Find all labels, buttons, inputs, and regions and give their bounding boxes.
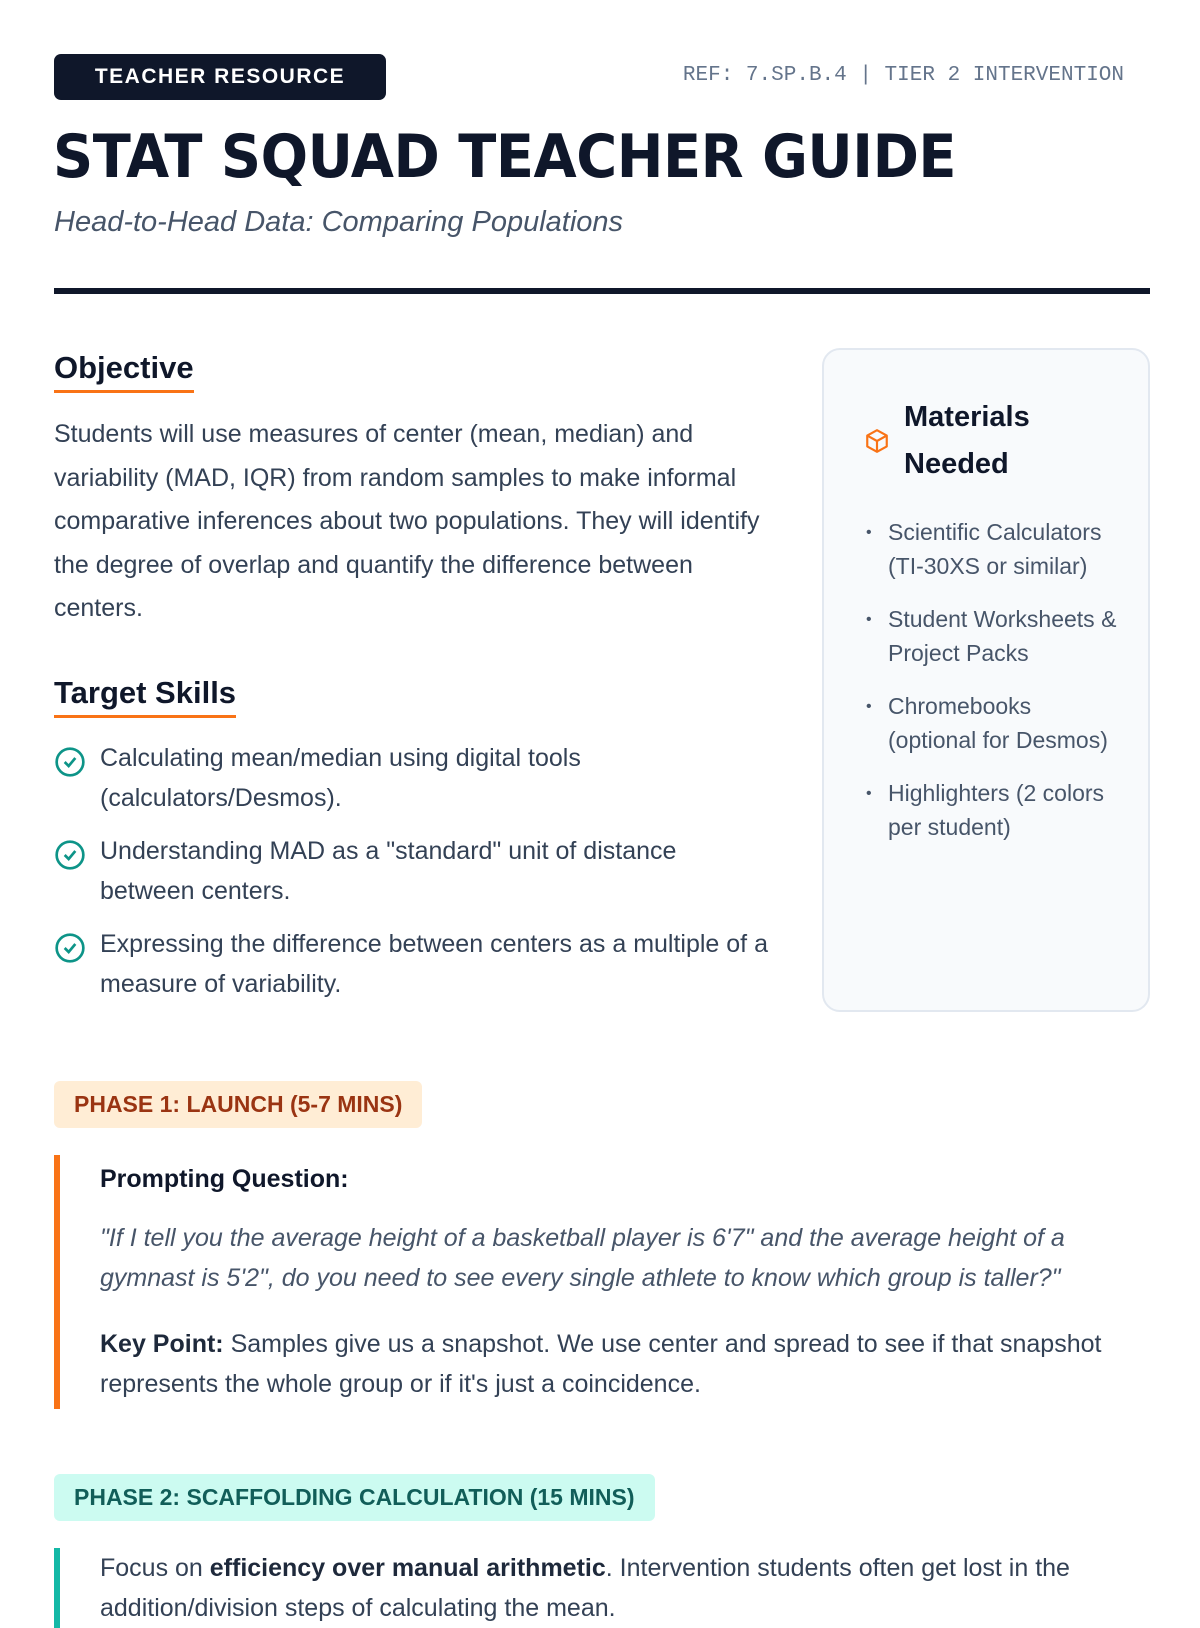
phase-2-intro: Focus on: [100, 1554, 210, 1582]
resource-badge: TEACHER RESOURCE: [54, 54, 386, 100]
cube-icon: [864, 427, 890, 455]
material-item: • Highlighters (2 colors per student): [864, 777, 1124, 844]
check-circle-icon: [54, 932, 86, 964]
skill-item: [54, 738, 774, 818]
phase-1-label: PHASE 1: LAUNCH (5-7 MINS): [54, 1081, 422, 1128]
skills-heading: Target Skills: [54, 675, 236, 718]
phase-2-text: [100, 1548, 1150, 1628]
material-item: • Student Worksheets & Project Packs: [864, 603, 1124, 670]
key-point-label: Key Point:: [100, 1330, 224, 1358]
skill-text: Expressing the difference between centers as a multiple of a measure of variability.: [100, 929, 768, 998]
materials-card: [822, 348, 1150, 1012]
main-column: [54, 350, 774, 1017]
objective-heading: Objective: [54, 350, 194, 393]
skill-text: Calculating mean/median using digital tools (calculators/Desmos).: [100, 743, 581, 812]
header-divider: [54, 288, 1150, 294]
prompt-quote: "If I tell you the average height of a basketball player is 6'7" and the average height of a gymnast is 5'2", do you need to see every single athlete to know which group is taller?": [100, 1224, 1065, 1292]
material-item: • Scientific Calculators (TI-30XS or similar): [864, 516, 1124, 583]
material-item: • Chromebooks (optional for Desmos): [864, 690, 1124, 757]
skill-text: Understanding MAD as a "standard" unit of distance between centers.: [100, 836, 677, 905]
objective-text: Students will use measures of center (mean, median) and variability (MAD, IQR) from random samples to make informal comparative inferences about two populations. They will identify the degree of overlap and quantify the difference between centers.: [54, 420, 760, 622]
check-circle-icon: [54, 746, 86, 778]
skill-item: [54, 831, 774, 911]
key-point: [100, 1324, 1150, 1404]
prompt-label: Prompting Question:: [100, 1165, 349, 1193]
materials-heading: Materials Needed: [904, 401, 1030, 480]
phase-1-block: [54, 1155, 1150, 1409]
page-title: STAT SQUAD TEACHER GUIDE: [53, 122, 957, 192]
phase-2-emphasis: efficiency over manual arithmetic: [209, 1554, 606, 1582]
skill-item: [54, 924, 774, 1004]
reference-code: REF: 7.SP.B.4 | TIER 2 INTERVENTION: [682, 64, 1124, 87]
skills-list: [54, 738, 774, 1004]
phase-2-rest: . Intervention students often get lost in the addition/division steps of calculating the mean.: [100, 1554, 1070, 1622]
materials-list: [864, 516, 1124, 844]
phase-2-label: PHASE 2: SCAFFOLDING CALCULATION (15 MINS): [54, 1474, 655, 1521]
phase-2-block: [54, 1548, 1150, 1628]
check-circle-icon: [54, 839, 86, 871]
key-point-text: Samples give us a snapshot. We use center and spread to see if that snapshot represents the whole group or if it's just a coincidence.: [100, 1330, 1102, 1398]
page-subtitle: Head-to-Head Data: Comparing Populations: [54, 206, 624, 238]
